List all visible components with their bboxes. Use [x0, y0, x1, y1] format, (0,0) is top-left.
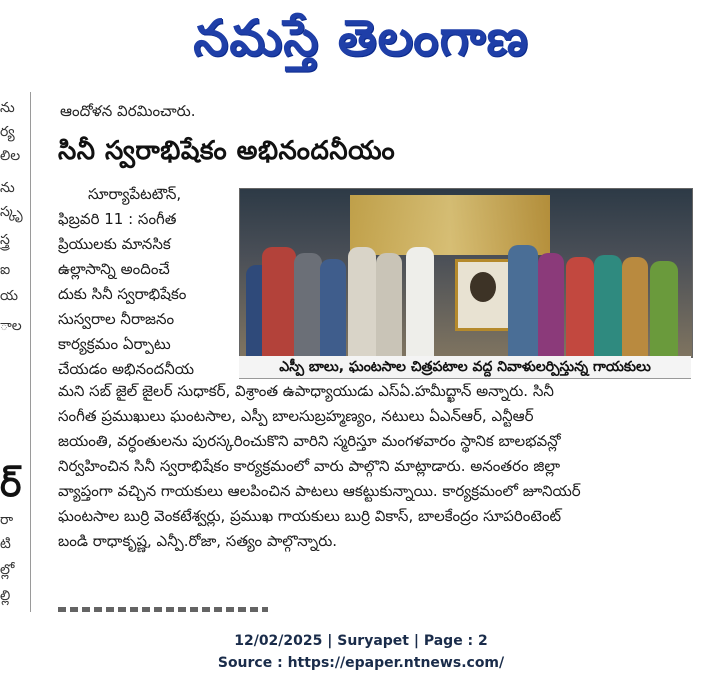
fragment-text: ల్లి — [0, 588, 11, 604]
fragment-text: లిల — [0, 148, 21, 164]
body-line: దుకు సినీ స్వరాభిషేకం — [58, 285, 187, 303]
fragment-text: స్కృ — [0, 204, 23, 220]
fragment-text: టి — [0, 536, 11, 552]
fragment-text: ను — [0, 180, 15, 196]
clipping-area — [0, 92, 722, 612]
fragment-text: ాల — [0, 318, 22, 334]
dateline: సూర్యాపేటటౌన్, — [88, 185, 182, 203]
body-line: సుస్వరాల నీరాజనం — [58, 310, 175, 328]
fragment-text: ను — [0, 100, 15, 116]
body-line: సంగీత ప్రముఖులు ఘంటసాల, ఎస్పీ బాలసుబ్రహ్మణ్యం, నటులు ఏఎన్ఆర్, ఎన్టీఆర్ — [58, 407, 534, 425]
fragment-text: ల్లో — [0, 562, 15, 578]
body-line: కార్యక్రమం ఏర్పాటు — [58, 335, 171, 353]
photo-person — [594, 255, 622, 357]
adjacent-column-fragment — [0, 92, 31, 612]
fragment-text: ర్య — [0, 124, 15, 140]
body-line: ఫిబ్రవరి 11 : సంగీత — [58, 210, 177, 228]
photo-person — [650, 261, 678, 357]
clipping-date-page: 12/02/2025 | Suryapet | Page : 2 — [234, 633, 488, 649]
article-full-width-text — [58, 379, 708, 554]
previous-article-end: ఆందోళన విరమించారు. — [60, 102, 196, 120]
photo-person — [262, 247, 296, 357]
newspaper-masthead: నమస్తే తెలంగాణ — [193, 8, 529, 67]
fragment-text: రా — [0, 512, 14, 528]
photo-person — [622, 257, 648, 357]
next-article-headline-fragment — [58, 607, 268, 612]
photo-person — [566, 257, 594, 357]
body-line: వ్యాప్తంగా వచ్చిన గాయకులు ఆలపించిన పాటలు ఆకట్టుకున్నాయి. కార్యక్రమంలో జూనియర్ — [58, 482, 581, 500]
photo-person — [348, 247, 376, 357]
photo-person — [406, 247, 434, 357]
body-line: ప్రియులకు మానసిక — [58, 235, 171, 253]
clipping-source-link[interactable]: Source : https://epaper.ntnews.com/ — [217, 655, 505, 671]
photo-person — [538, 253, 564, 357]
body-line: మని సబ్ జైల్ జైలర్ సుధాకర్, విశ్రాంత ఉపాధ్యాయుడు ఎస్ఏ.హమీద్ఖాన్ అన్నారు. సినీ — [58, 382, 554, 400]
photo-person — [294, 253, 322, 357]
body-line: ఘంటసాల బుర్రి వెంకటేశ్వర్లు, ప్రముఖ గాయకులు బుర్రి వికాస్, బాలకేంద్రం సూపరింటెంట్ — [58, 507, 562, 525]
article-photo — [239, 188, 693, 358]
body-line: చేయడం అభినందనీయ — [58, 360, 195, 378]
photo-caption: ఎస్పీ బాలు, ఘంటసాల చిత్రపటాల వద్ద నివాళులర్పిస్తున్న గాయకులు — [239, 356, 691, 379]
body-line: ఉల్లాసాన్ని అందించే — [58, 260, 170, 278]
portrait-frame — [455, 259, 511, 331]
article-headline: సినీ స్వరాభిషేకం అభినందనీయం — [58, 136, 396, 166]
fragment-text: స్త్ర — [0, 232, 10, 248]
fragment-text: య — [0, 288, 19, 304]
fragment-heading: ర్ — [0, 464, 22, 505]
photo-person — [376, 253, 402, 357]
photo-person — [320, 259, 346, 357]
clipping-footer — [0, 630, 722, 674]
article-column-text — [58, 182, 236, 382]
body-line: బండి రాధాకృష్ణ, ఎన్పీ.రోజా, సత్యం పాల్గొన్నారు. — [58, 532, 338, 550]
body-line: జయంతి, వర్ధంతులను పురస్కరించుకొని వారిని స్మరిస్తూ మంగళవారం స్థానిక బాలభవన్లో — [58, 432, 561, 450]
photo-person — [508, 245, 538, 357]
fragment-text: ఐ — [0, 262, 11, 278]
body-line: నిర్వహించిన సినీ స్వరాభిషేకం కార్యక్రమంలో వారు పాల్గొని మాట్లాడారు. అనంతరం జిల్లా — [58, 457, 561, 475]
